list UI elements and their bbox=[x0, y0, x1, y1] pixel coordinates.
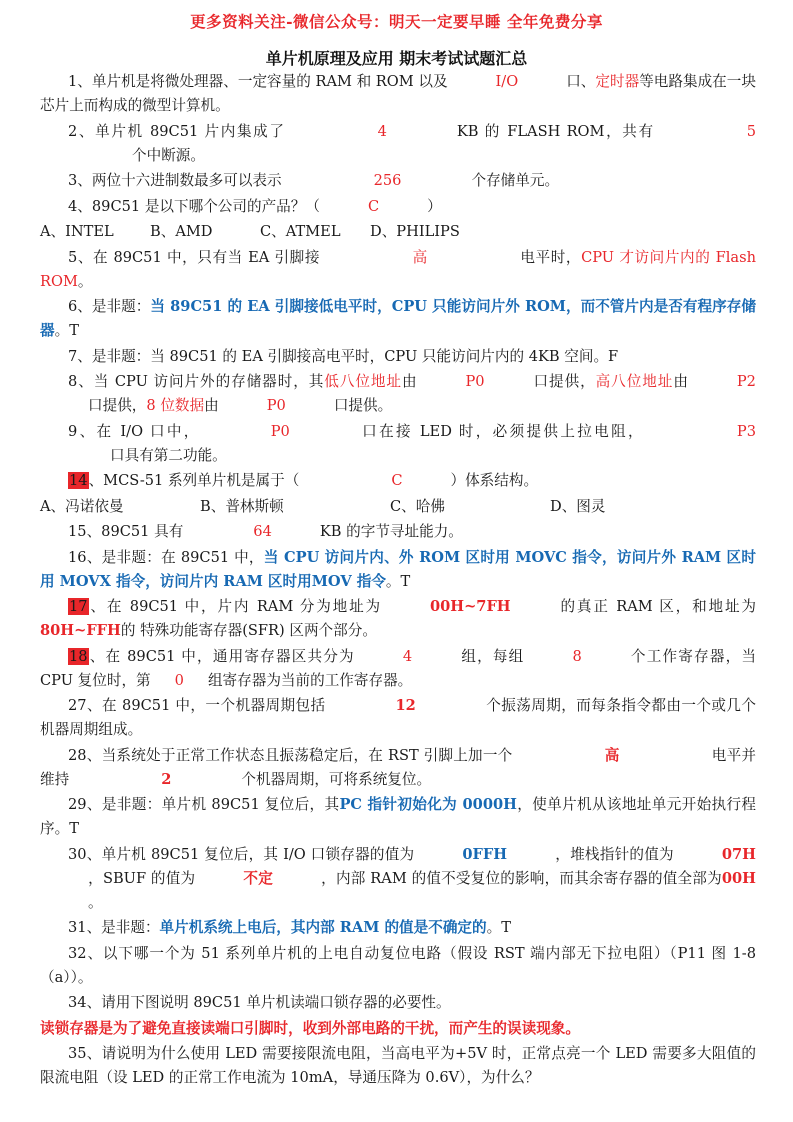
question-14 bbox=[40, 469, 756, 493]
q1-text-b: 口、 bbox=[566, 73, 596, 90]
q8-high-addr: 高八位地址 bbox=[595, 373, 674, 390]
q17-text-c: 的 特殊功能寄存器(SFR) 区两个部分。 bbox=[120, 622, 377, 639]
q18-answer-regs: 8 bbox=[572, 647, 582, 665]
q14-number: 14 bbox=[69, 472, 88, 489]
q1-text-c: 等电路集成在一块芯片上而构成的微型计算机。 bbox=[40, 73, 756, 114]
wechat-banner: 更多资料关注-微信公众号：明天一定要早睡 全年免费分享 bbox=[190, 12, 603, 31]
q15-answer: 64 bbox=[253, 523, 272, 540]
q17-answer-sfr: 80H~FFH bbox=[40, 622, 121, 639]
q15-text: 15、89C51 具有 bbox=[68, 523, 184, 540]
question-4 bbox=[40, 195, 756, 219]
q17-answer-ram: 00H~7FH bbox=[429, 598, 511, 615]
q3-text: 3、两位十六进制数最多可以表示 bbox=[68, 172, 282, 189]
q28-text: 28、当系统处于正常工作状态且振荡稳定后，在 RST 引脚上加一个 bbox=[68, 746, 513, 764]
question-1 bbox=[40, 70, 756, 118]
q17-text: 、在 89C51 中，片内 RAM 分为地址为 bbox=[88, 598, 382, 615]
question-29 bbox=[40, 793, 756, 841]
q14-option-d: D、图灵 bbox=[550, 497, 606, 515]
question-15 bbox=[40, 520, 756, 544]
q2-text: 2、单片机 89C51 片内集成了 bbox=[68, 122, 286, 140]
q8-low-addr: 低八位地址 bbox=[324, 373, 402, 390]
q8-text-f: 由 bbox=[204, 397, 219, 414]
question-34 bbox=[40, 991, 756, 1015]
question-27 bbox=[40, 694, 756, 742]
q5-text-b: 电平时， bbox=[519, 248, 582, 266]
q17-text-b: 的真正 RAM 区，和地址为 bbox=[558, 598, 756, 615]
page-title: 单片机原理及应用 期末考试试题汇总 bbox=[265, 49, 528, 68]
q4-text-b: ） bbox=[427, 197, 442, 215]
q31-answer: 。T bbox=[486, 919, 511, 936]
q14-text: 、MCS-51 系列单片机是属于（ bbox=[88, 472, 300, 489]
q15-text-b: KB 的字节寻址能力。 bbox=[319, 523, 463, 540]
question-9 bbox=[40, 420, 756, 468]
q18-answer-bank: 0 bbox=[174, 671, 184, 689]
q14-option-c: C、哈佛 bbox=[390, 497, 445, 515]
q8-text: 8、当 CPU 访问片外的存储器时，其 bbox=[68, 373, 325, 390]
q17-number: 17 bbox=[69, 598, 88, 615]
q3-text-b: 个存储单元。 bbox=[471, 172, 560, 189]
q8-text-e: 口提供， bbox=[88, 397, 147, 414]
q3-answer: 256 bbox=[373, 172, 402, 189]
question-28 bbox=[40, 744, 756, 792]
q9-text-c: 口具有第二功能。 bbox=[110, 446, 227, 464]
q35-text: 35、请说明为什么使用 LED 需要接限流电阻，当高电平为+5V 时，正常点亮一个 LED 需要多大阻值的限流电阻（设 LED 的正常工作电流为 10mA，导通压降为 0.6V），为什么？ bbox=[40, 1045, 756, 1086]
q30-text-e: 。 bbox=[88, 893, 103, 911]
q4-option-d: D、PHILIPS bbox=[370, 223, 460, 240]
q18-answer-groups: 4 bbox=[402, 647, 413, 665]
q4-answer: C bbox=[367, 197, 380, 215]
q4-option-c: C、ATMEL bbox=[260, 223, 341, 240]
question-8 bbox=[40, 370, 756, 418]
q28-answer-high: 高 bbox=[604, 746, 620, 764]
q31-text: 31、是非题： bbox=[68, 919, 160, 936]
q9-answer-p3: P3 bbox=[736, 422, 756, 440]
q28-answer-cycles: 2 bbox=[161, 770, 172, 788]
q4-option-b: B、AMD bbox=[150, 223, 213, 240]
q16-answer: 。T bbox=[385, 572, 411, 590]
q29-text: 29、是非题：单片机 89C51 复位后，其 bbox=[68, 796, 340, 813]
q1-answer-io: I/O bbox=[495, 73, 519, 90]
question-4-options bbox=[40, 220, 756, 244]
question-14-options bbox=[40, 495, 756, 519]
q14-text-b: ）体系结构。 bbox=[450, 472, 539, 489]
q14-option-b: B、普林斯顿 bbox=[200, 497, 284, 515]
q8-data-bits: 8 位数据 bbox=[146, 397, 205, 414]
q8-text-g: 口提供。 bbox=[333, 397, 393, 414]
q18-text-d: 组寄存器为当前的工作寄存器。 bbox=[207, 671, 413, 689]
q18-number: 18 bbox=[69, 647, 88, 665]
q2-text-b: KB 的 FLASH ROM，共有 bbox=[456, 122, 655, 140]
q16-text: 16、是非题：在 89C51 中， bbox=[68, 548, 264, 566]
q30-text-c: ，SBUF 的值为 bbox=[88, 869, 196, 887]
q8-answer-p0: P0 bbox=[465, 373, 485, 390]
q9-answer-p0: P0 bbox=[270, 422, 290, 440]
q4-text: 4、89C51 是以下哪个公司的产品？（ bbox=[68, 197, 320, 215]
q7-text: 7、是非题：当 89C51 的 EA 引脚接高电平时，CPU 只能访问片内的 4KB 空间。F bbox=[68, 347, 619, 365]
q27-text: 27、在 89C51 中，一个机器周期包括 bbox=[68, 697, 326, 714]
document-body bbox=[40, 70, 756, 1092]
q27-answer: 12 bbox=[395, 697, 416, 714]
question-18 bbox=[40, 645, 756, 693]
q32-text: 32、以下哪一个为 51 系列单片机的上电自动复位电路（假设 RST 端内部无下拉电阻）（P11 图 1-8（a））。 bbox=[40, 944, 756, 986]
q5-text-c: 。 bbox=[77, 272, 93, 290]
question-31 bbox=[40, 916, 756, 940]
q29-statement: PC 指针初始化为 0000H bbox=[339, 796, 517, 813]
q14-option-a: A、冯诺依曼 bbox=[40, 497, 124, 515]
q5-answer-high: 高 bbox=[412, 248, 428, 266]
q6-statement: 当 89C51 的 EA 引脚接低电平时，CPU 只能访问片外 ROM，而不管片内是否有程序存储器 bbox=[40, 298, 756, 339]
question-5 bbox=[40, 246, 756, 294]
q6-answer: 。T bbox=[54, 322, 79, 339]
question-3 bbox=[40, 169, 756, 193]
question-7 bbox=[40, 345, 756, 369]
q18-text-c: 个工作寄存器，当 CPU 复位时，第 bbox=[40, 647, 756, 689]
q29-text-b: ，使单片机从该地址单元开始执行程序。T bbox=[40, 796, 756, 837]
q16-statement: 当 CPU 访问片内、外 ROM 区时用 MOVC 指令，访问片外 RAM 区时用 MOVX 指令，访问片内 RAM 区时用MOV 指令 bbox=[40, 548, 756, 590]
q5-answer-flash: CPU 才访问片内的 Flash ROM bbox=[40, 248, 756, 290]
q9-text-b: 口在接 LED 时，必须提供上拉电阻， bbox=[359, 422, 645, 440]
q18-text-b: 组，每组 bbox=[460, 647, 525, 665]
question-30 bbox=[40, 843, 756, 915]
question-34-answer bbox=[40, 1017, 756, 1041]
q18-text: 、在 89C51 中，通用寄存器区共分为 bbox=[88, 647, 355, 665]
q30-answer-sbuf: 不定 bbox=[243, 869, 273, 887]
q8-answer-p2: P2 bbox=[736, 373, 756, 390]
q1-text: 1、单片机是将微处理器、一定容量的 RAM 和 ROM 以及 bbox=[68, 73, 448, 90]
q1-answer-timer: 定时器 bbox=[595, 73, 640, 90]
question-32 bbox=[40, 942, 756, 990]
q30-answer-io: 0FFH bbox=[462, 845, 508, 863]
q30-text-b: ，堆栈指针的值为 bbox=[555, 845, 674, 863]
q28-text-c: 个机器周期，可将系统复位。 bbox=[241, 770, 432, 788]
q2-answer-int: 5 bbox=[746, 122, 756, 140]
q8-text-d: 由 bbox=[673, 373, 689, 390]
q5-text: 5、在 89C51 中，只有当 EA 引脚接 bbox=[68, 248, 321, 266]
q27-text-b: 个振荡周期，而每条指令都由一个或几个机器周期组成。 bbox=[40, 697, 756, 738]
q8-answer-p0-data: P0 bbox=[266, 397, 286, 414]
question-6 bbox=[40, 295, 756, 343]
q9-text: 9、在 I/O 口中， bbox=[68, 422, 201, 440]
question-17 bbox=[40, 595, 756, 643]
q2-text-c: 个中断源。 bbox=[132, 146, 205, 164]
q2-answer-flash: 4 bbox=[377, 122, 387, 140]
question-35 bbox=[40, 1042, 756, 1090]
q34-text: 34、请用下图说明 89C51 单片机读端口锁存器的必要性。 bbox=[68, 994, 451, 1011]
q30-text: 30、单片机 89C51 复位后，其 I/O 口锁存器的值为 bbox=[68, 845, 415, 863]
q30-answer-sp: 07H bbox=[721, 845, 756, 863]
q6-text: 6、是非题： bbox=[68, 298, 151, 315]
question-16 bbox=[40, 546, 756, 594]
q4-option-a: A、INTEL bbox=[40, 223, 114, 240]
q31-statement: 单片机系统上电后，其内部 RAM 的值是不确定的 bbox=[159, 919, 487, 936]
q28-text-b: 电平并维持 bbox=[40, 746, 756, 788]
q30-text-d: ，内部 RAM 的值不受复位的影响，而其余寄存器的值全部为 bbox=[320, 869, 722, 887]
q8-text-b: 由 bbox=[401, 373, 418, 390]
q34-answer: 读锁存器是为了避免直接读端口引脚时，收到外部电路的干扰，而产生的误读现象。 bbox=[40, 1019, 580, 1037]
q8-text-c: 口提供， bbox=[532, 373, 596, 390]
q30-answer-regs: 00H bbox=[721, 869, 756, 887]
question-2 bbox=[40, 120, 756, 168]
q14-answer: C bbox=[391, 472, 403, 489]
